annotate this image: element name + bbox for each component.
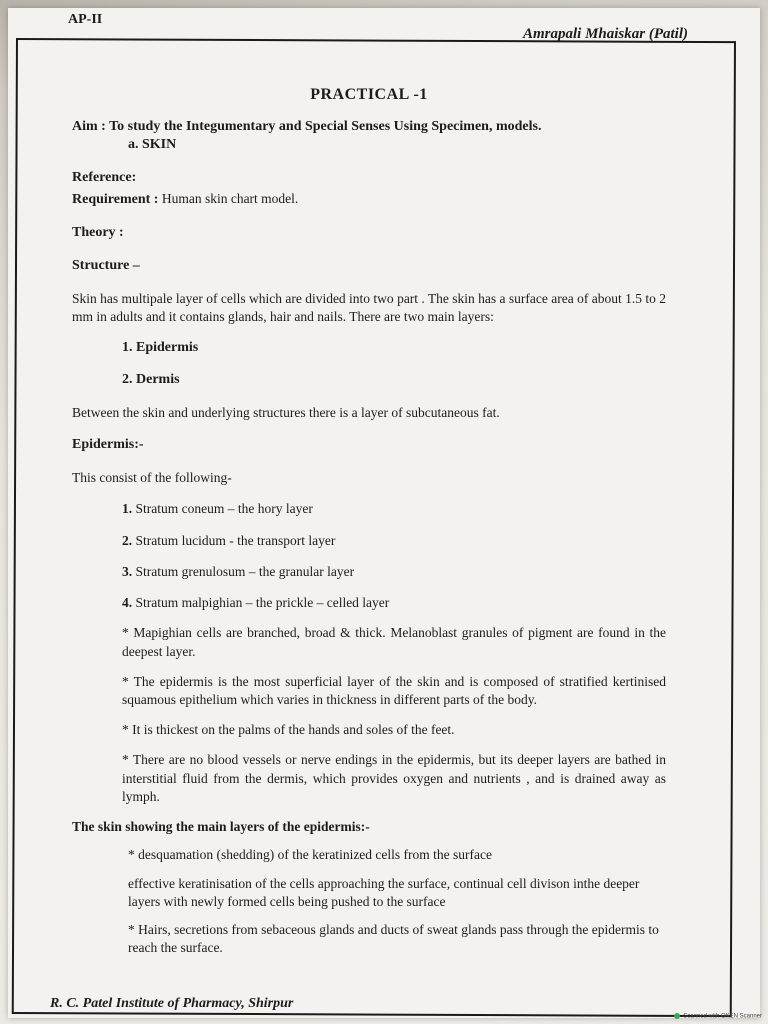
document-page: [8, 8, 760, 1018]
stratum-item: [72, 500, 666, 518]
subcutaneous-paragraph: Between the skin and underlying structures there is a layer of subcutaneous fat.: [72, 405, 500, 421]
layer-item-epidermis: 1. Epidermis: [122, 340, 199, 356]
point-keratinisation: effective keratinisation of the cells approaching the surface, continual cell divison inthe deeper layers with newly formed cells being pushed to the surface: [128, 875, 640, 909]
stratum-number: 3.: [122, 563, 133, 579]
layer-item-dermis: 2. Dermis: [122, 372, 180, 388]
scanner-logo-icon: [674, 1013, 680, 1019]
reference-label: Reference:: [72, 170, 137, 186]
structure-paragraph: Skin has multipale layer of cells which are divided into two part . The skin has a surface area of about 1.5 to 2 mm in adults and it contains glands, hair and nails. There are two main layers:: [72, 290, 666, 325]
scanner-text: Scanned with OKEN Scanner: [683, 1014, 762, 1020]
stratum-text: Stratum coneum – the hory layer: [135, 501, 313, 517]
stratum-item: [72, 563, 666, 581]
stratum-number: 1.: [122, 501, 133, 517]
aim-label: Aim :: [72, 118, 106, 134]
aim-section: [72, 118, 666, 156]
note-thickest: * It is thickest on the palms of the hands and soles of the feet.: [122, 722, 455, 738]
aim-text: To study the Integumentary and Special Senses Using Specimen, models.: [109, 118, 542, 134]
point-hairs-secretions: * Hairs, secretions from sebaceous glands and ducts of sweat glands pass through the epidermis to reach the surface.: [128, 921, 659, 956]
layers-caption: The skin showing the main layers of the epidermis:-: [72, 819, 370, 835]
stratum-text: Stratum grenulosum – the granular layer: [135, 563, 355, 579]
point-desquamation: * desquamation (shedding) of the keratinized cells from the surface: [128, 847, 492, 863]
stratum-item: [72, 532, 666, 550]
requirement-text: Human skin chart model.: [161, 191, 299, 207]
epidermis-heading: Epidermis:-: [72, 437, 144, 453]
document-body: [72, 78, 666, 957]
note-malpighian: * Mapighian cells are branched, broad & thick. Melanoblast granules of pigment are found in the deepest layer.: [122, 625, 666, 659]
stratum-number: 2.: [122, 532, 133, 548]
footer-institute: R. C. Patel Institute of Pharmacy, Shirpur: [50, 996, 294, 1011]
note-blood-vessels: * There are no blood vessels or nerve endings in the epidermis, but its deeper layers are bathed in interstitial fluid from the dermis, which provides oxygen and nutrients , and is drained away as lymph.: [122, 752, 666, 804]
aim-sub: a. SKIN: [128, 137, 177, 153]
scanner-watermark: [674, 1013, 762, 1020]
epidermis-intro: This consist of the following-: [72, 470, 232, 486]
header-course-code: AP-II: [68, 12, 103, 27]
requirement-line: [72, 190, 666, 210]
stratum-text: Stratum malpighian – the prickle – celled layer: [135, 595, 390, 611]
requirement-label: Requirement :: [72, 192, 159, 208]
structure-label: Structure –: [72, 258, 140, 274]
stratum-item: [72, 594, 666, 612]
note-epidermis-composition: * The epidermis is the most superficial layer of the skin and is composed of stratified kertinised squamous epithelium which varies in thickness in different parts of the body.: [122, 673, 666, 708]
header-author: Amrapali Mhaiskar (Patil): [522, 26, 688, 42]
stratum-text: Stratum lucidum - the transport layer: [135, 532, 336, 548]
page-title: PRACTICAL -1: [310, 86, 428, 103]
stratum-number: 4.: [122, 595, 133, 611]
theory-label: Theory :: [72, 225, 124, 241]
